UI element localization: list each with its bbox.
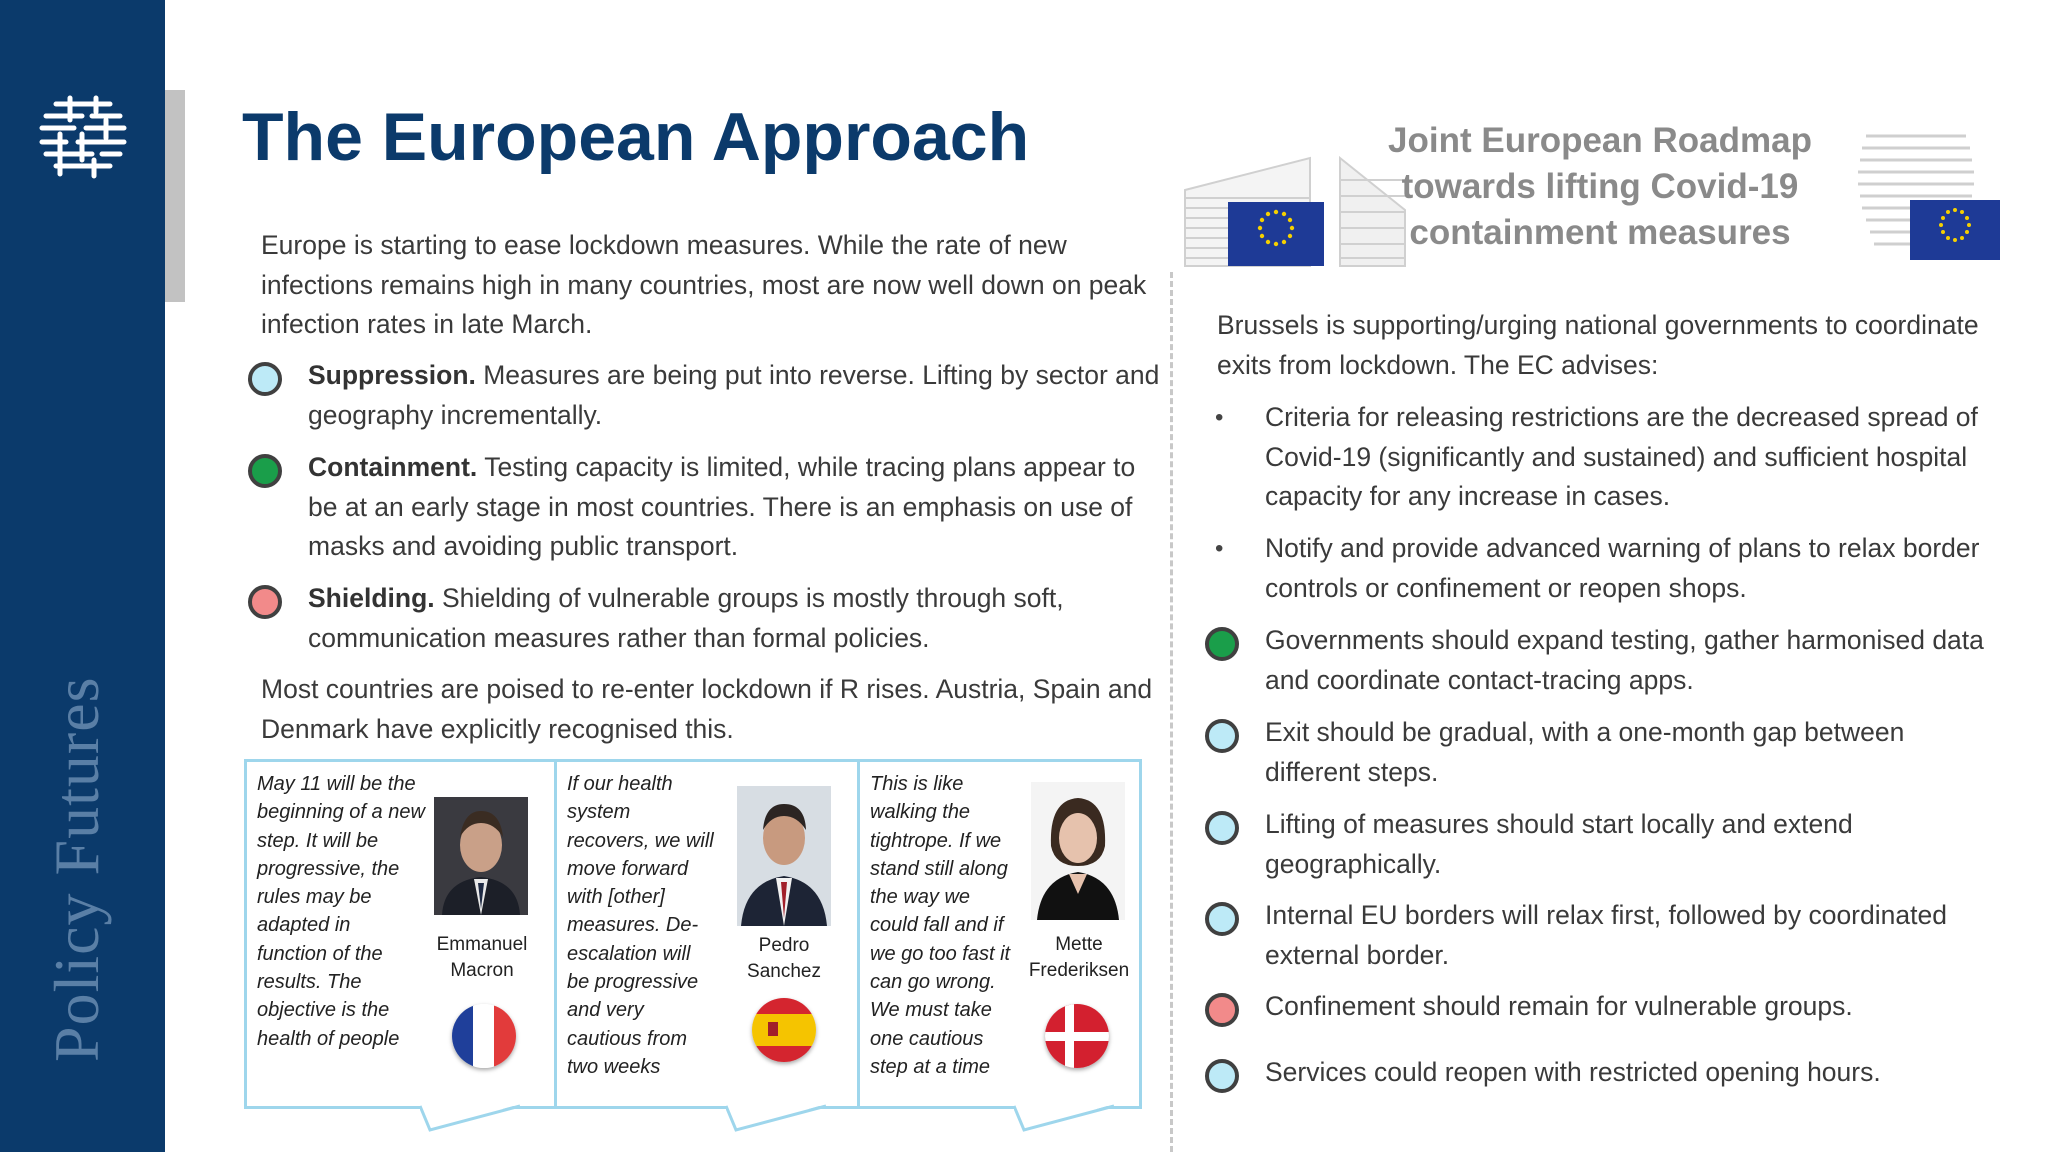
bullet-heading: Shielding. [308, 583, 435, 613]
france-flag-icon [452, 1004, 516, 1068]
green-dot-icon [1205, 627, 1239, 661]
light-blue-dot-icon [1205, 1059, 1239, 1093]
closing-paragraph: Most countries are poised to re-enter lockdown if R rises. Austria, Spain and Denmark have explicitly recognised this. [261, 674, 1153, 744]
sidebar [0, 0, 165, 1152]
left-closing [261, 670, 1161, 749]
red-dot-icon [248, 585, 282, 619]
quote-text: If our health system recovers, we will move forward with [other] measures. De-escalation will be progressive and very cautious from two weeks [567, 773, 714, 1078]
person-name [432, 932, 532, 984]
person-name [734, 933, 834, 985]
roadmap-item-text: Confinement should remain for vulnerable groups. [1265, 991, 1853, 1021]
light-blue-dot-icon [248, 362, 282, 396]
quote-card-macron [247, 762, 554, 1106]
roadmap-item [1205, 621, 2005, 700]
quote-card-sanchez [554, 762, 860, 1106]
bullet-text [308, 356, 1168, 435]
bullet-text [308, 579, 1168, 658]
person-last-name: Macron [450, 960, 514, 981]
roadmap-item [1205, 896, 2005, 975]
green-dot-icon [248, 454, 282, 488]
person-first-name: Emmanuel [436, 934, 528, 955]
speech-tail-icon [726, 1104, 846, 1134]
speech-tail-icon [1014, 1104, 1134, 1134]
macron-portrait [434, 797, 528, 915]
left-intro [261, 226, 1161, 345]
bullet-text [308, 448, 1168, 567]
roadmap-item-text: Services could reopen with restricted opening hours. [1265, 1057, 1881, 1087]
sanchez-portrait [737, 786, 831, 926]
bullet-marker: • [1215, 404, 1224, 431]
brand-vertical-text: Policy Futures [41, 676, 112, 1062]
bullet-body: Shielding of vulnerable groups is mostly through soft, communication measures rather than formal policies. [308, 583, 1064, 653]
roadmap-item-text: Governments should expand testing, gather harmonised data and coordinate contact-tracing apps. [1265, 625, 1984, 695]
roadmap-item [1205, 805, 2005, 884]
roadmap-item-text: Internal EU borders will relax first, followed by coordinated external border. [1265, 900, 1947, 970]
bullet-body: Testing capacity is limited, while tracing plans appear to be at an early stage in most countries. There is an emphasis on use of masks and avoiding public transport. [308, 452, 1136, 561]
european-commission-building-icon [1180, 150, 1410, 270]
roadmap-heading-line: Joint European Roadmap [1388, 121, 1812, 160]
quote-card-frederiksen [857, 762, 1142, 1106]
denmark-flag-icon [1045, 1004, 1109, 1068]
bullet-marker: • [1215, 535, 1224, 562]
roadmap-heading-line: containment measures [1409, 213, 1791, 252]
roadmap-item [1205, 713, 2005, 792]
intro-paragraph: Europe is starting to ease lockdown measures. While the rate of new infections remains high in many countries, most are now well down on peak infection rates in late March. [261, 230, 1147, 339]
roadmap-heading-line: towards lifting Covid-19 [1401, 167, 1799, 206]
bullet-containment [248, 448, 1168, 567]
roadmap-item-text: Lifting of measures should start locally and extend geographically. [1265, 809, 1853, 879]
spain-flag-icon [752, 998, 816, 1062]
quote-text: This is like walking the tightrope. If we stand still along the way we could fall and if we go too fast it can go wrong. We must take one cautious step at a time [870, 773, 1011, 1078]
person-last-name: Sanchez [747, 961, 821, 982]
bullet-suppression [248, 356, 1168, 435]
light-blue-dot-icon [1205, 719, 1239, 753]
accent-bar [165, 90, 185, 302]
bullet-heading: Containment. [308, 452, 478, 482]
european-commission-building-icon [1856, 128, 2006, 268]
bullet-shielding [248, 579, 1168, 658]
frederiksen-portrait [1031, 782, 1125, 920]
light-blue-dot-icon [1205, 902, 1239, 936]
bullet-body: Measures are being put into reverse. Lifting by sector and geography incrementally. [308, 360, 1160, 430]
person-first-name: Mette [1055, 934, 1103, 955]
roadmap-item [1205, 1053, 2005, 1093]
right-intro [1217, 306, 2007, 385]
roadmap-item [1205, 529, 2005, 608]
person-last-name: Frederiksen [1028, 960, 1130, 981]
column-divider [1170, 272, 1173, 1152]
roadmap-item-text: Criteria for releasing restrictions are the decreased spread of Covid-19 (significantly and sustained) and sufficient hospital capacity for any increase in cases. [1265, 402, 1978, 511]
quotes-box [244, 759, 1142, 1109]
light-blue-dot-icon [1205, 811, 1239, 845]
roadmap-item-text: Notify and provide advanced warning of plans to relax border controls or confinement or reopen shops. [1265, 533, 1980, 603]
roadmap-heading [1380, 118, 1820, 256]
bullet-heading: Suppression. [308, 360, 476, 390]
page-title: The European Approach [242, 99, 1030, 175]
person-name [1020, 932, 1138, 984]
speech-tail-icon [420, 1104, 540, 1134]
person-first-name: Pedro [758, 935, 810, 956]
quote-text: May 11 will be the beginning of a new step. It will be progressive, the rules may be adapted in function of the results. The objective is the health of people [257, 773, 425, 1050]
roadmap-item [1205, 987, 2005, 1027]
policy-futures-logo-icon [36, 90, 130, 180]
intro-paragraph: Brussels is supporting/urging national governments to coordinate exits from lockdown. The EC advises: [1217, 310, 1979, 380]
roadmap-item-text: Exit should be gradual, with a one-month gap between different steps. [1265, 717, 1905, 787]
roadmap-item [1205, 398, 2005, 517]
red-dot-icon [1205, 993, 1239, 1027]
